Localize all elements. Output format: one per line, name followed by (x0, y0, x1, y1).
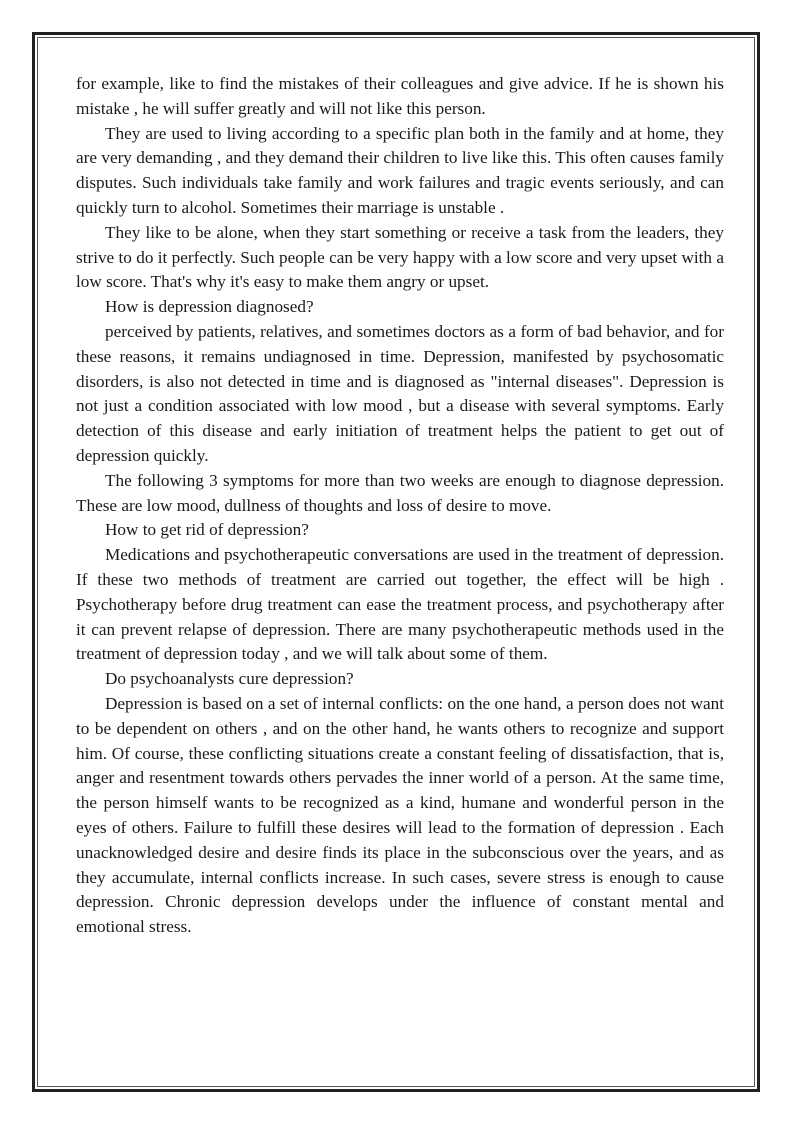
paragraph-10: Depression is based on a set of internal conflicts: on the one hand, a person does not want to be dependent on others , and on the other hand, he wants others to recognize and support him. Of course, these conflicting situations create a constant feeling of dissatisfaction, that is, anger and resentment towards others pervades the inner world of a person. At the same time, the person himself wants to be recognized as a kind, humane and wonderful person in the eyes of others. Failure to fulfill these desires will lead to the formation of depression . Each unacknowledged desire and desire finds its place in the subconscious over the years, and as they accumulate, internal conflicts increase. In such cases, severe stress is enough to cause depression. Chronic depression develops under the influence of constant mental and emotional stress. (76, 693, 724, 937)
paragraph-6: The following 3 symptoms for more than two weeks are enough to diagnose depression. These are low mood, dullness of thoughts and loss of desire to move. (76, 470, 724, 515)
paragraph-1: for example, like to find the mistakes of their colleagues and give advice. If he is shown his mistake , he will suffer greatly and will not like this person. (76, 74, 724, 118)
section-question-diagnosis: How is depression diagnosed? (105, 297, 314, 317)
paragraph-5: perceived by patients, relatives, and sometimes doctors as a form of bad behavior, and for these reasons, it remains undiagnosed in time. Depression, manifested by psychosomatic disorders, is also not detected in time and is diagnosed as "internal diseases". Depression is not just a condition associated with low mood , but a disease with several symptoms. Early detection of this disease and early initiation of treatment helps the patient to get out of depression quickly. (76, 321, 724, 465)
section-question-treatment: How to get rid of depression? (105, 520, 309, 540)
section-question-psychoanalysts: Do psychoanalysts cure depression? (105, 669, 354, 689)
paragraph-8: Medications and psychotherapeutic conversations are used in the treatment of depression. If these two methods of treatment are carried out together, the effect will be high . Psychotherapy before drug treatment can ease the treatment process, and psychotherapy after it can prevent relapse of depression. There are many psychotherapeutic methods used in the treatment of depression today , and we will talk about some of them. (76, 545, 724, 664)
paragraph-2: They are used to living according to a specific plan both in the family and at home, they are very demanding , and they demand their children to live like this. This often causes family disputes. Such individuals take family and work failures and tragic events seriously, and can quickly turn to alcohol. Sometimes their marriage is unstable . (76, 123, 724, 217)
paragraph-3: They like to be alone, when they start something or receive a task from the leaders, they strive to do it perfectly. Such people can be very happy with a low score and very upset with a low score. That's why it's easy to make them angry or upset. (76, 222, 724, 292)
document-body (76, 72, 724, 940)
